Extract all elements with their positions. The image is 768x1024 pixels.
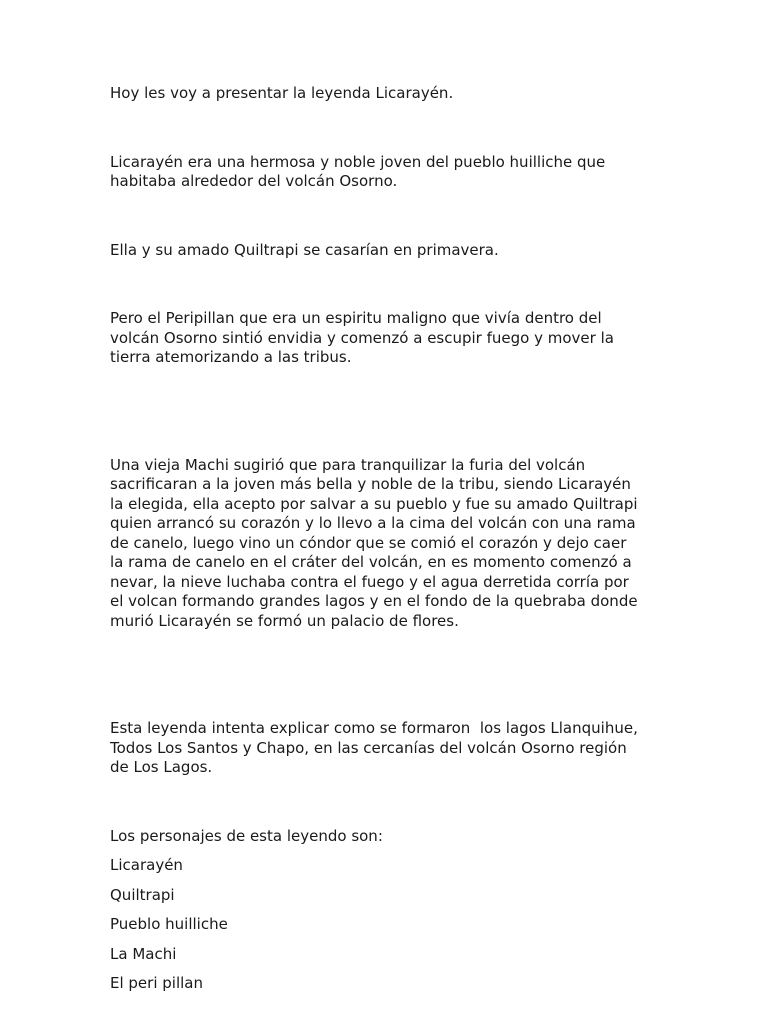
paragraph-line: habitaba alrededor del volcán Osorno. [110, 172, 398, 190]
paragraph-line: el volcan formando grandes lagos y en el fondo de la quebraba donde [110, 592, 638, 610]
paragraph-line: volcán Osorno sintió envidia y comenzó a escupir fuego y mover la [110, 328, 614, 347]
character-item: El peri pillan [110, 974, 203, 992]
paragraph-lakes [110, 680, 658, 817]
paragraph-licarayen [110, 114, 658, 231]
paragraph-line: Pero el Peripillan que era un espiritu maligno que vivía dentro del [110, 309, 602, 327]
document-page [110, 84, 658, 1004]
paragraph-line: Licarayén era una hermosa y noble joven del pueblo huilliche que [110, 152, 606, 171]
paragraph-line: sacrificaran a la joven más bella y noble de la tribu, siendo Licarayén [110, 475, 631, 493]
paragraph-line: Una vieja Machi sugirió que para tranquilizar la furia del volcán [110, 455, 586, 474]
paragraph-line: murió Licarayén se formó un palacio de flores. [110, 611, 459, 630]
paragraph-line: tierra atemorizando a las tribus. [110, 348, 352, 366]
paragraph-line: quien arrancó su corazón y lo llevo a la cima del volcán con una rama [110, 514, 636, 532]
characters-heading: Los personajes de esta leyendo son: [110, 826, 383, 845]
character-item: Pueblo huilliche [110, 915, 228, 933]
paragraph-line: la elegida, ella acepto por salvar a su pueblo y fue su amado Quiltrapi [110, 494, 638, 513]
paragraph-line: nevar, la nieve luchaba contra el fuego y el agua derretida corría por [110, 572, 629, 591]
intro-paragraph: Hoy les voy a presentar la leyenda Licarayén. [110, 84, 454, 102]
paragraph-line: de canelo, luego vino un cóndor que se comió el corazón y dejo caer [110, 533, 627, 552]
paragraph-peripillan [110, 270, 658, 407]
character-item: Quiltrapi [110, 885, 175, 904]
paragraph-line: la rama de canelo en el cráter del volcán, en es momento comenzó a [110, 553, 632, 571]
paragraph-line: de Los Lagos. [110, 758, 213, 776]
character-item: Licarayén [110, 856, 183, 874]
paragraph-line: Esta leyenda intenta explicar como se formaron los lagos Llanquihue, [110, 719, 638, 737]
paragraph-line: Todos Los Santos y Chapo, en las cercanías del volcán Osorno región [110, 738, 627, 757]
paragraph-machi [110, 417, 658, 671]
character-item: La Machi [110, 944, 177, 963]
paragraph-wedding: Ella y su amado Quiltrapi se casarían en primavera. [110, 240, 499, 259]
